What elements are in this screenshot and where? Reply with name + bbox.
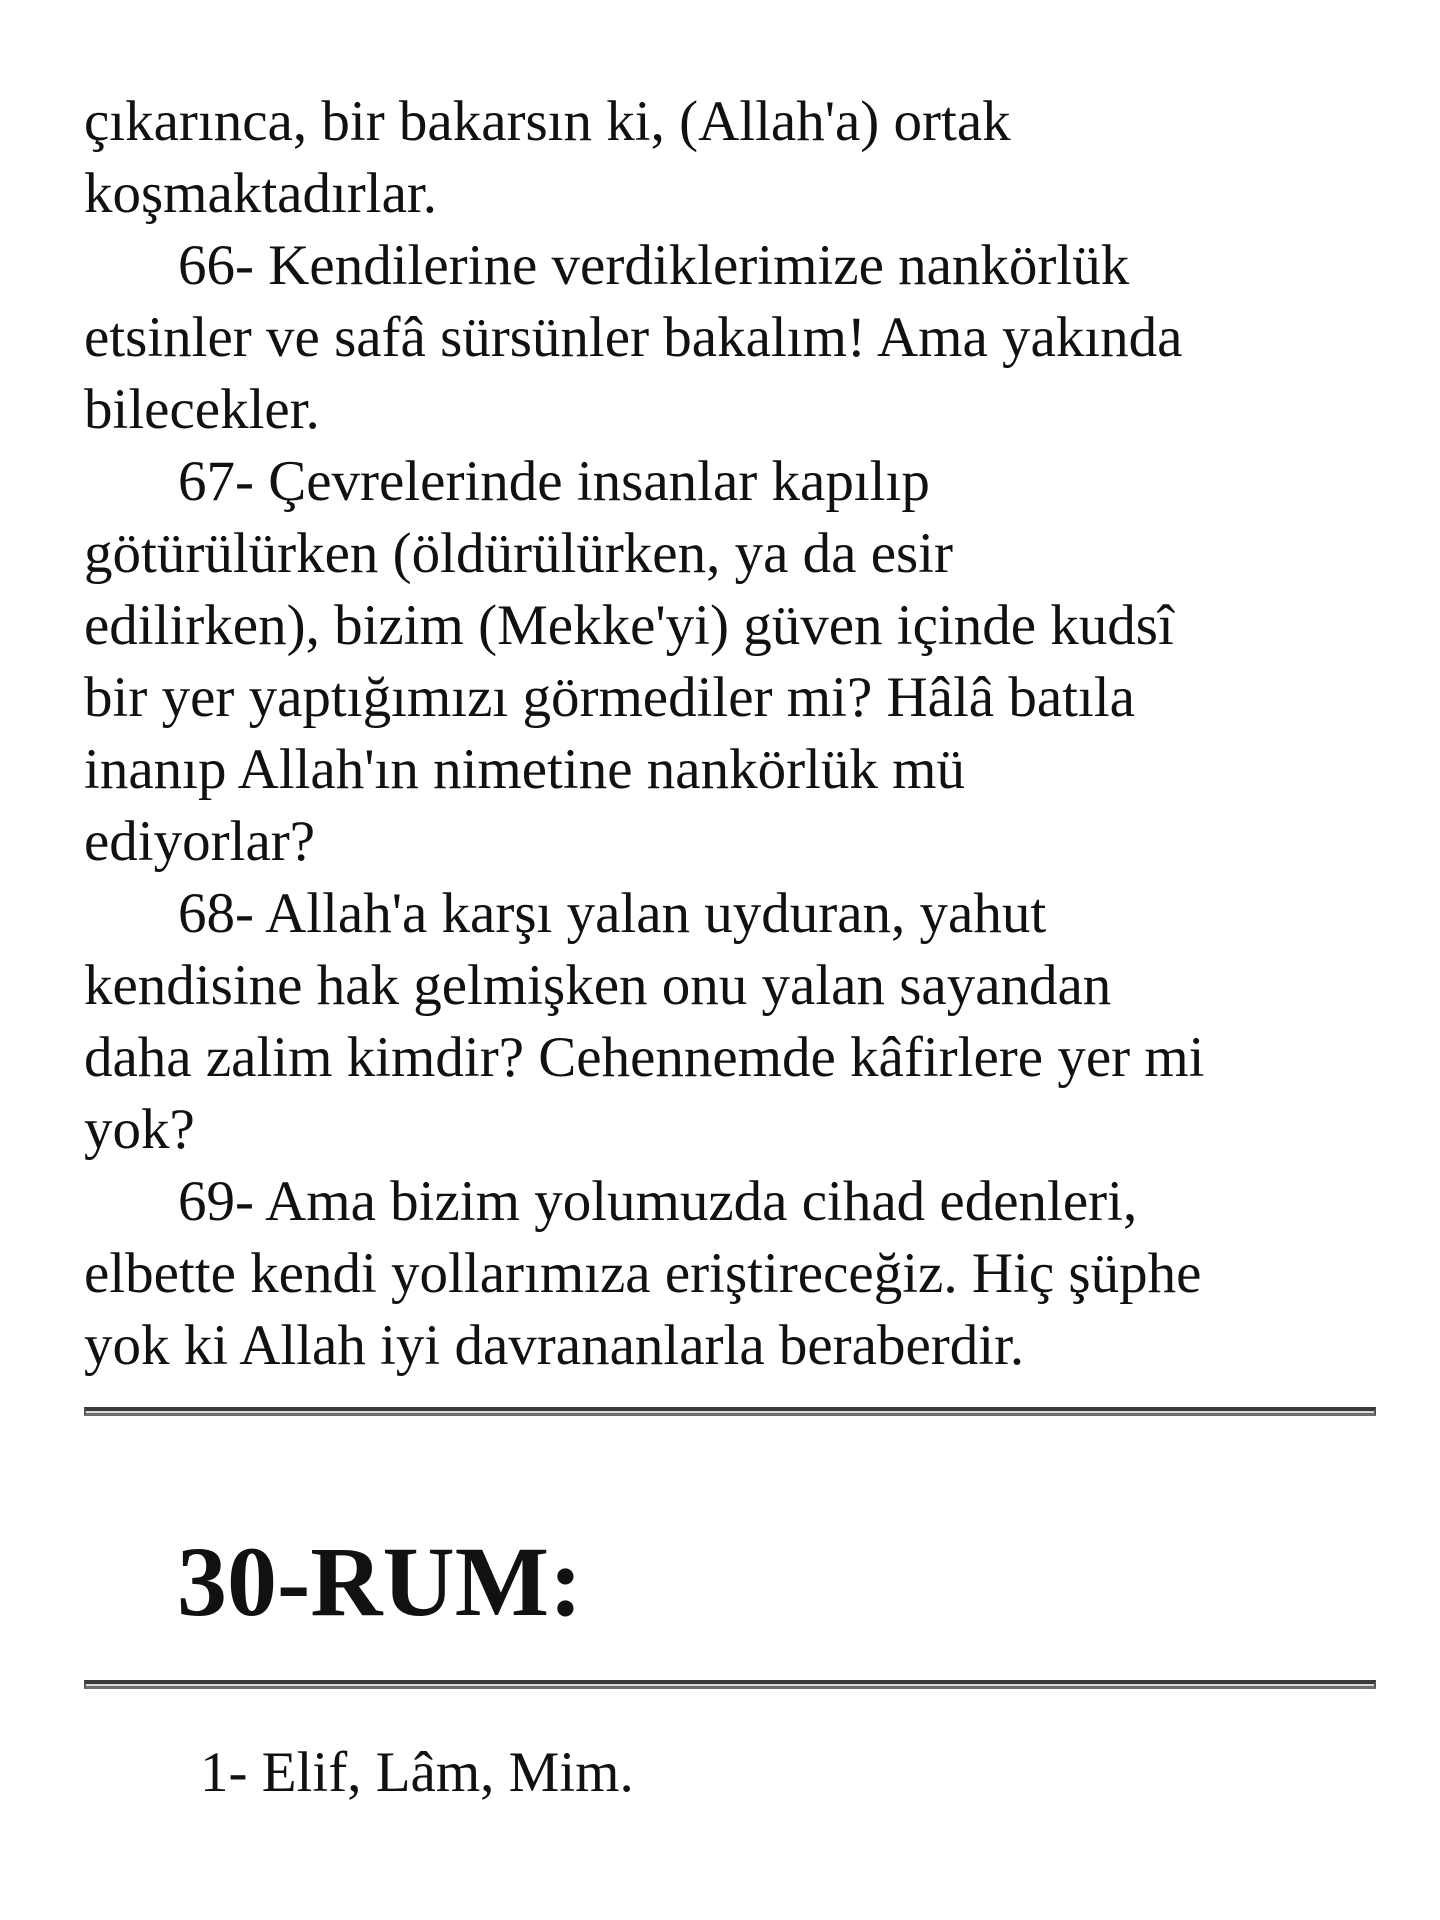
text-line: daha zalim kimdir? Cehennemde kâfirlere yer mi xyxy=(84,1026,1205,1089)
text-line: götürülürken (öldürülürken, ya da esir xyxy=(84,522,953,585)
text-body xyxy=(84,86,1376,1382)
text-line: yok ki Allah iyi davrananlarla beraberdir. xyxy=(84,1314,1025,1377)
text-line: yok? xyxy=(84,1098,195,1161)
section-divider-top xyxy=(84,1407,1376,1416)
text-line: etsinler ve safâ sürsünler bakalım! Ama yakında xyxy=(84,306,1183,369)
section-title: 30-RUM: xyxy=(177,1526,583,1637)
verse-67-start: 67- Çevrelerinde insanlar kapılıp xyxy=(178,450,930,513)
text-line: edilirken), bizim (Mekke'yi) güven içinde kudsî xyxy=(84,594,1174,657)
text-line: kendisine hak gelmişken onu yalan sayandan xyxy=(84,954,1112,1017)
text-line: koşmaktadırlar. xyxy=(84,162,437,225)
section-divider-bottom xyxy=(84,1680,1376,1689)
text-line: inanıp Allah'ın nimetine nankörlük mü xyxy=(84,738,965,801)
text-line: bir yer yaptığımızı görmediler mi? Hâlâ batıla xyxy=(84,666,1135,729)
verse-1: 1- Elif, Lâm, Mim. xyxy=(200,1741,634,1804)
verse-68-start: 68- Allah'a karşı yalan uyduran, yahut xyxy=(178,882,1047,945)
text-line: çıkarınca, bir bakarsın ki, (Allah'a) ortak xyxy=(84,90,1011,153)
verse-69-start: 69- Ama bizim yolumuzda cihad edenleri, xyxy=(178,1170,1138,1233)
verse-66-start: 66- Kendilerine verdiklerimize nankörlük xyxy=(178,234,1130,297)
text-line: bilecekler. xyxy=(84,378,320,441)
text-line: ediyorlar? xyxy=(84,810,316,873)
text-line: elbette kendi yollarımıza eriştireceğiz. Hiç şüphe xyxy=(84,1242,1202,1305)
